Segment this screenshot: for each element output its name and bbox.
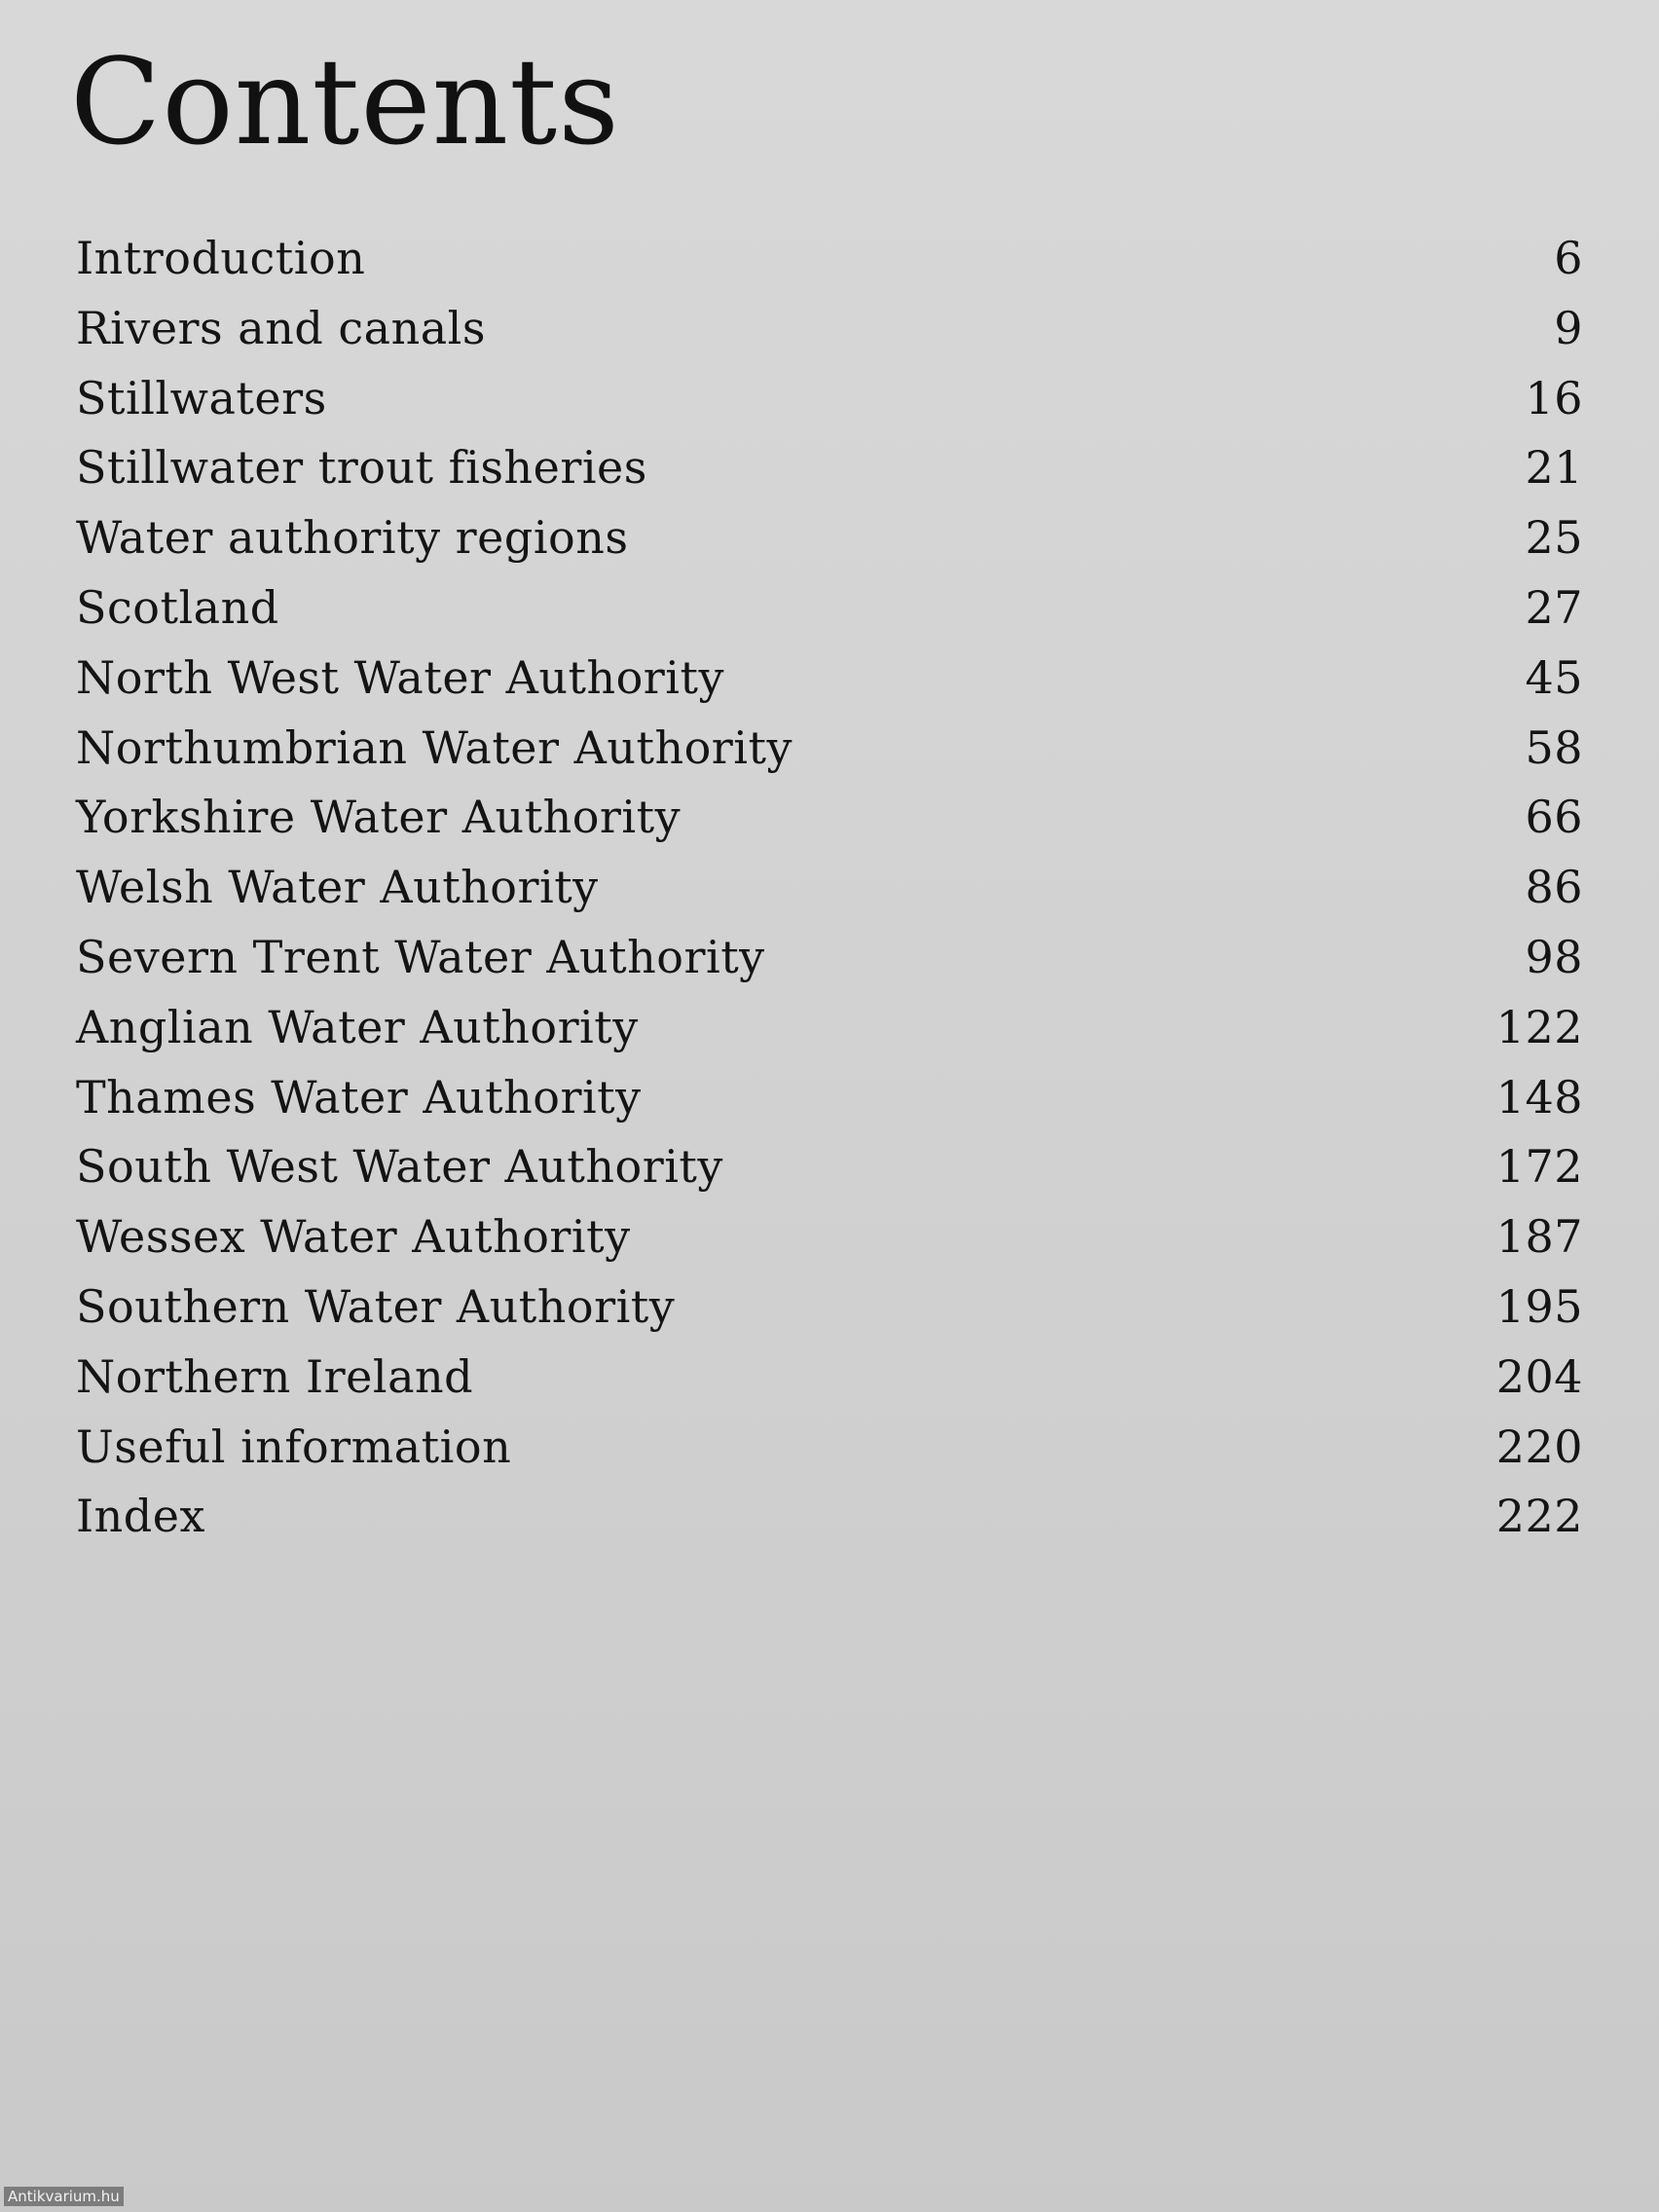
toc-entry-label: Northumbrian Water Authority (76, 720, 793, 774)
toc-entry (76, 364, 1583, 434)
toc-entry-page-number: 172 (1495, 1140, 1583, 1194)
toc-entry (76, 224, 1583, 294)
toc-entry-page-number: 86 (1525, 861, 1583, 914)
table-of-contents (76, 224, 1583, 1552)
toc-entry-label: North West Water Authority (76, 650, 724, 704)
toc-entry-page-number: 45 (1525, 650, 1583, 704)
toc-entry-label: Wessex Water Authority (76, 1210, 631, 1264)
toc-entry-page-number: 6 (1554, 232, 1583, 284)
toc-entry-page-number: 222 (1495, 1490, 1583, 1543)
toc-entry (76, 714, 1583, 784)
toc-entry-label: Rivers and canals (76, 301, 486, 354)
toc-entry-label: Stillwaters (76, 371, 327, 424)
toc-entry (76, 1063, 1583, 1133)
toc-entry-page-number: 195 (1495, 1279, 1583, 1333)
toc-entry-label: Scotland (76, 580, 279, 634)
toc-entry-page-number: 25 (1525, 511, 1583, 565)
watermark: Antikvarium.hu (4, 2187, 124, 2206)
toc-entry-label: Anglian Water Authority (76, 1000, 639, 1053)
toc-entry (76, 1202, 1583, 1272)
toc-entry-page-number: 204 (1495, 1349, 1583, 1403)
toc-entry (76, 853, 1583, 923)
toc-entry (76, 1482, 1583, 1552)
toc-entry-page-number: 9 (1554, 301, 1583, 354)
toc-entry (76, 783, 1583, 853)
toc-entry (76, 1413, 1583, 1483)
toc-entry-page-number: 21 (1525, 441, 1583, 495)
toc-entry-label: Useful information (76, 1419, 512, 1473)
toc-entry-page-number: 27 (1525, 580, 1583, 634)
toc-entry (76, 1343, 1583, 1413)
toc-entry-page-number: 187 (1495, 1210, 1583, 1264)
toc-entry-label: South West Water Authority (76, 1140, 723, 1194)
toc-entry-label: Northern Ireland (76, 1349, 474, 1403)
toc-entry-page-number: 58 (1525, 720, 1583, 774)
toc-entry (76, 433, 1583, 503)
toc-entry-label: Southern Water Authority (76, 1279, 676, 1333)
toc-entry-page-number: 16 (1525, 371, 1583, 424)
toc-entry-label: Severn Trent Water Authority (76, 930, 765, 983)
toc-entry (76, 294, 1583, 364)
toc-entry-label: Index (76, 1490, 205, 1543)
toc-entry-page-number: 122 (1495, 1000, 1583, 1053)
toc-entry-label: Stillwater trout fisheries (76, 441, 647, 495)
toc-entry-page-number: 148 (1495, 1070, 1583, 1124)
toc-entry (76, 1132, 1583, 1202)
toc-entry-label: Yorkshire Water Authority (76, 791, 682, 844)
toc-entry (76, 644, 1583, 714)
toc-entry (76, 573, 1583, 644)
toc-entry (76, 503, 1583, 573)
toc-entry-page-number: 220 (1495, 1419, 1583, 1473)
toc-entry (76, 1272, 1583, 1343)
toc-entry-label: Water authority regions (76, 511, 629, 565)
toc-entry (76, 993, 1583, 1063)
toc-entry-label: Welsh Water Authority (76, 861, 599, 914)
toc-entry-label: Thames Water Authority (76, 1070, 642, 1124)
toc-entry (76, 923, 1583, 993)
toc-entry-page-number: 98 (1525, 930, 1583, 983)
toc-entry-page-number: 66 (1525, 791, 1583, 844)
toc-entry-label: Introduction (76, 232, 366, 284)
page-title: Contents (70, 33, 620, 171)
